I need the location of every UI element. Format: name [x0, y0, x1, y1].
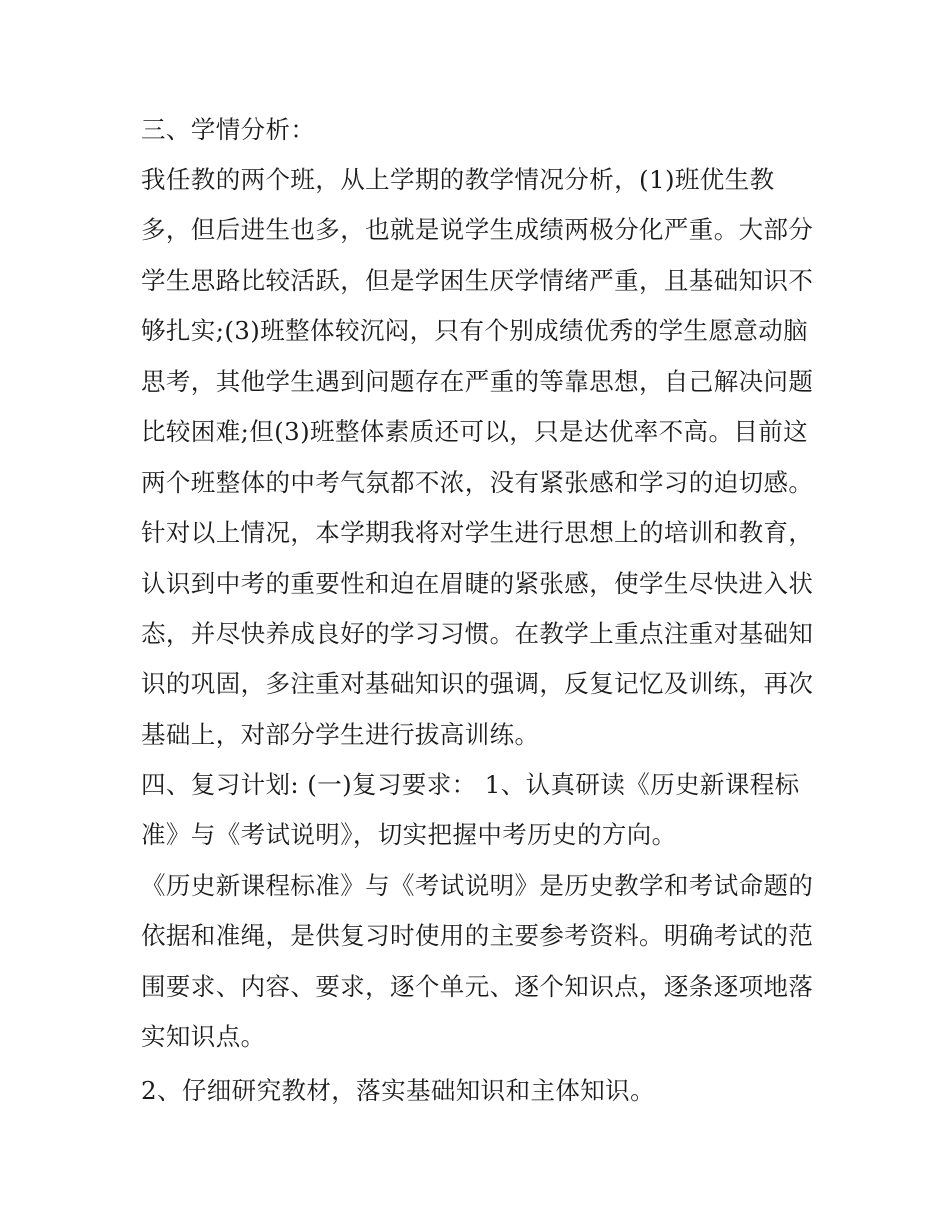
- text-line: 态，并尽快养成良好的学习习惯。在教学上重点注重对基础知: [141, 619, 814, 648]
- text-line: 比较困难;但(3)班整体素质还可以，只是达优率不高。目前这: [141, 417, 809, 446]
- text-line: 依据和准绳，是供复习时使用的主要参考资料。明确考试的范: [141, 921, 814, 950]
- text-line: 学生思路比较活跃，但是学困生厌学情绪严重，且基础知识不: [141, 266, 814, 295]
- text-line: 基础上，对部分学生进行拔高训练。: [141, 720, 540, 749]
- text-line: 两个班整体的中考气氛都不浓，没有紧张感和学习的迫切感。: [141, 468, 814, 497]
- section-heading-3: 三、学情分析：: [141, 115, 316, 144]
- text-line: 准》与《考试说明》，切实把握中考历史的方向。: [141, 820, 677, 849]
- text-line: 识的巩固，多注重对基础知识的强调，反复记忆及训练，再次: [141, 669, 814, 698]
- text-line: 思考，其他学生遇到问题存在严重的等靠思想，自己解决问题: [141, 367, 814, 396]
- text-line: 实知识点。: [141, 1022, 266, 1051]
- text-line: 针对以上情况，本学期我将对学生进行思想上的培训和教育，: [141, 518, 814, 547]
- text-line: 2、仔细研究教材，落实基础知识和主体知识。: [141, 1076, 655, 1105]
- text-line: 认识到中考的重要性和迫在眉睫的紧张感，使学生尽快进入状: [141, 569, 814, 598]
- text-line: 《历史新课程标准》与《考试说明》是历史教学和考试命题的: [141, 871, 814, 900]
- section-heading-4: 四、复习计划: (一)复习要求： 1、认真研读《历史新课程标: [141, 770, 800, 799]
- text-line: 我任教的两个班，从上学期的教学情况分析，(1)班优生教: [141, 165, 775, 194]
- text-line: 围要求、内容、要求，逐个单元、逐个知识点，逐条逐项地落: [141, 972, 814, 1001]
- text-line: 够扎实;(3)班整体较沉闷，只有个别成绩优秀的学生愿意动脑: [141, 316, 809, 345]
- text-line: 多，但后进生也多，也就是说学生成绩两极分化严重。大部分: [141, 215, 814, 244]
